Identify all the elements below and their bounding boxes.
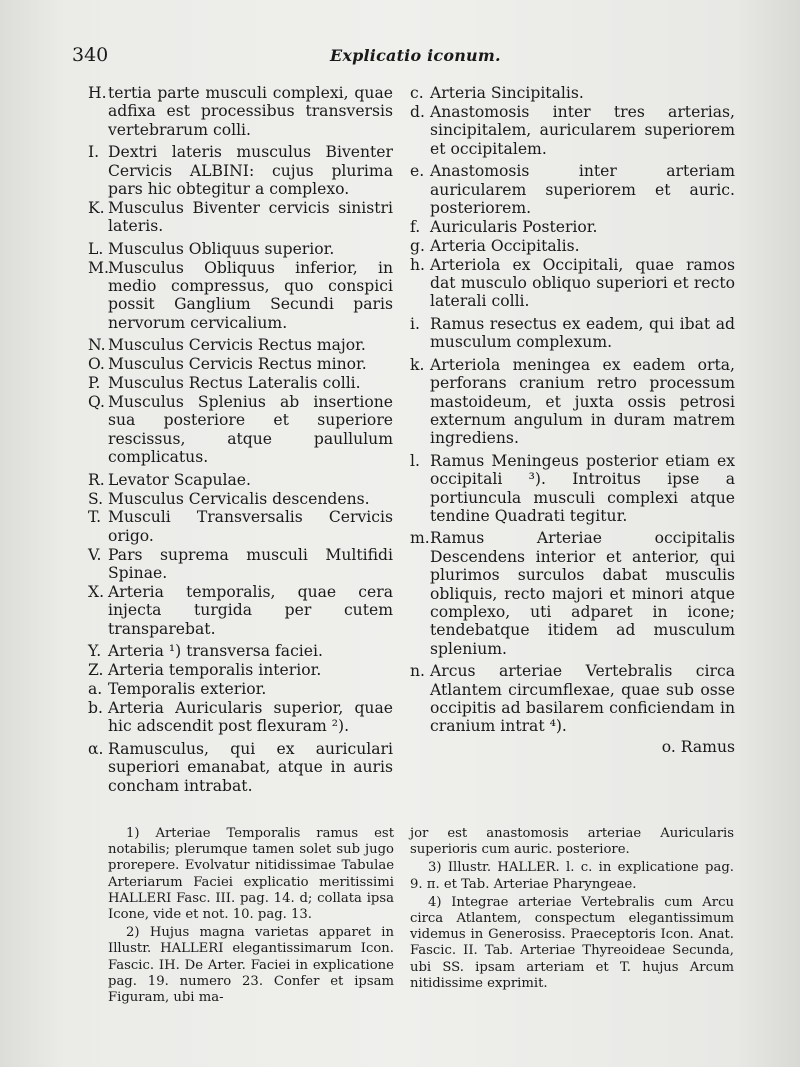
legend-entry-Y: [88, 642, 393, 660]
legend-entry-O: [88, 355, 393, 373]
entry-text: Musculus Splenius ab insertione sua posteriore et superiore rescissus, atque paullulum complicatus.: [108, 393, 393, 467]
legend-entry-R: [88, 471, 393, 489]
left-column: [88, 84, 393, 795]
entry-text: Arteriola ex Occipitali, quae ramos dat musculo obliquo superiori et recto laterali colli.: [430, 255, 735, 311]
entry-text: Ramusculus, qui ex auriculari superiori emanabat, atque in auris concham intrabat.: [108, 739, 393, 795]
entry-label: l.: [410, 451, 420, 470]
legend-entry-V: [88, 546, 393, 583]
entry-label: d.: [410, 102, 425, 121]
entry-text: Musculus Cervicis Rectus major.: [108, 336, 366, 355]
legend-entry-I: [88, 143, 393, 198]
entry-label: g.: [410, 236, 425, 255]
footnote-4: 4) Integrae arteriae Vertebralis cum Arcu circa Atlantem, conspectum elegantissimum videmus in Generosiss. Praeceptoris Icon. Anat. Fascic. II. Tab. Arteriae Thyreoideae Secunda, ubi SS. ipsam arteriam et T. hujus Arcum nitidissime exprimit.: [410, 894, 734, 991]
entry-label: Z.: [88, 661, 104, 680]
entry-text: Pars suprema musculi Multifidi Spinae.: [108, 545, 393, 583]
legend-entry-X: [88, 583, 393, 638]
legend-entry-alpha: [88, 740, 393, 795]
legend-entry-f: [410, 218, 735, 236]
legend-entry-K: [88, 199, 393, 236]
entry-label: c.: [410, 84, 424, 102]
entry-label: i.: [410, 314, 420, 333]
entry-text: Musculus Rectus Lateralis colli.: [108, 374, 361, 393]
entry-text: Arteria ¹) transversa faciei.: [108, 642, 323, 661]
footnotes-right: [410, 826, 734, 992]
catchword: o. Ramus: [661, 737, 735, 756]
entry-text: Musculi Transversalis Cervicis origo.: [108, 508, 393, 545]
entry-label: M.: [88, 258, 109, 277]
footnote-3: 3) Illustr. HALLER. l. c. in explicatione pag. 9. π. et Tab. Arteriae Pharyngeae.: [410, 860, 734, 892]
entry-text: Temporalis exterior.: [108, 680, 267, 699]
entry-text: Auricularis Posterior.: [430, 217, 598, 236]
entry-label: S.: [88, 489, 104, 508]
entry-text: Musculus Cervicalis descendens.: [108, 489, 370, 508]
entry-label: a.: [88, 680, 103, 699]
legend-entry-n: [410, 662, 735, 736]
entry-label: P.: [88, 374, 101, 393]
legend-entry-Q: [88, 393, 393, 467]
entry-text: Arteriola meningea ex eadem orta, perforans cranium retro processum mastoideum, et juxta ossis petrosi externum angulum in duram matrem ingrediens.: [430, 355, 735, 448]
legend-entry-T: [88, 508, 393, 545]
legend-entry-m: [410, 529, 735, 658]
entry-label: O.: [88, 355, 105, 374]
entry-label: H.: [88, 84, 107, 102]
entry-label: Q.: [88, 393, 105, 411]
page-header: [72, 44, 702, 74]
entry-label: α.: [88, 739, 104, 758]
footnote-1: 1) Arteriae Temporalis ramus est notabilis; plerumque tamen solet sub jugo prorepere. Evolvatur nitidissimae Tabulae Arteriarum Faciei explicatio meritissimi HALLERI Fasc. III. pag. 14. d; collata ipsa Icone, vide et not. 10. pag. 13.: [108, 826, 394, 923]
legend-entry-k: [410, 356, 735, 448]
legend-entry-S: [88, 490, 393, 508]
legend-entry-M: [88, 259, 393, 333]
legend-entry-c: [410, 84, 735, 102]
entry-label: X.: [88, 583, 105, 602]
entry-text: Arteria Sincipitalis.: [430, 84, 584, 102]
entry-text: Musculus Obliquus superior.: [108, 239, 335, 258]
entry-text: Ramus resectus ex eadem, qui ibat ad musculum complexum.: [430, 314, 735, 352]
entry-label: b.: [88, 699, 103, 717]
legend-entry-N: [88, 336, 393, 354]
entry-text: Ramus Meningeus posterior etiam ex occipitali ³). Introitus ipse a portiuncula musculi complexi atque tendine Quadrati tegitur.: [430, 451, 735, 525]
legend-entry-h: [410, 256, 735, 311]
legend-entry-P: [88, 374, 393, 392]
entry-label: T.: [88, 508, 102, 527]
footnotes-left: [108, 826, 394, 1006]
entry-label: I.: [88, 143, 100, 162]
entry-text: Arteria Auricularis superior, quae hic adscendit post flexuram ²).: [108, 699, 393, 736]
entry-label: R.: [88, 470, 105, 489]
legend-entry-L: [88, 240, 393, 258]
entry-text: Arteria temporalis interior.: [108, 661, 322, 680]
entry-text: Arcus arteriae Vertebralis circa Atlantem circumflexae, quae sub osse occipitis ad basilarem conficiendam in cranium intrat ⁴).: [430, 662, 735, 736]
page-number: 340: [72, 44, 109, 66]
entry-text: Arteria Occipitalis.: [430, 236, 580, 255]
entry-label: K.: [88, 198, 105, 217]
entry-label: f.: [410, 217, 421, 236]
entry-label: m.: [410, 529, 430, 548]
legend-entry-d: [410, 103, 735, 158]
legend-entry-b: [88, 699, 393, 736]
entry-text: Musculus Cervicis Rectus minor.: [108, 355, 367, 374]
legend-entry-Z: [88, 661, 393, 679]
footnote-2-continued: jor est anastomosis arteriae Auricularis superioris cum auric. posteriore.: [410, 826, 734, 858]
entry-label: V.: [88, 545, 102, 564]
entry-label: k.: [410, 355, 425, 374]
legend-entry-e: [410, 162, 735, 217]
entry-label: n.: [410, 662, 425, 681]
entry-label: h.: [410, 255, 425, 274]
legend-entry-H: [88, 84, 393, 139]
entry-text: Dextri lateris musculus Biventer Cervicis ALBINI: cujus plurima pars hic obtegitur a complexo.: [108, 143, 393, 199]
entry-text: Anastomosis inter arteriam auricularem superiorem et auric. posteriorem.: [430, 162, 735, 217]
entry-text: tertia parte musculi complexi, quae adfixa est processibus transversis vertebrarum colli.: [108, 84, 393, 139]
entry-label: N.: [88, 336, 106, 355]
right-column: [410, 84, 735, 756]
legend-entry-l: [410, 452, 735, 526]
legend-entry-g: [410, 237, 735, 255]
entry-text: Levator Scapulae.: [108, 470, 251, 489]
entry-text: Arteria temporalis, quae cera injecta turgida per cutem transparebat.: [108, 583, 393, 638]
footnote-2: 2) Hujus magna varietas apparet in Illustr. HALLERI elegantissimarum Icon. Fascic. IH. De Arter. Faciei in explicatione pag. 19. numero 23. Confer et ipsam Figuram, ubi ma-: [108, 925, 394, 1006]
entry-text: Musculus Obliquus inferior, in medio compressus, quo conspici possit Ganglium Secundi paris nervorum cervicalium.: [108, 258, 393, 332]
entry-text: Ramus Arteriae occipitalis Descendens interior et anterior, qui plurimos surculos dabat musculis obliquis, recto majori et minori atque complexo, uti adparet in icone; tendebatque itidem ad musculum splenium.: [430, 529, 735, 658]
entry-label: e.: [410, 162, 425, 181]
entry-text: Musculus Biventer cervicis sinistri lateris.: [108, 198, 393, 236]
running-title: Explicatio iconum.: [330, 46, 501, 65]
legend-entry-a: [88, 680, 393, 698]
legend-entry-i: [410, 315, 735, 352]
entry-label: Y.: [88, 642, 102, 661]
entry-label: L.: [88, 239, 104, 258]
entry-text: Anastomosis inter tres arterias, sincipitalem, auricularem superiorem et occipitalem.: [430, 102, 735, 158]
